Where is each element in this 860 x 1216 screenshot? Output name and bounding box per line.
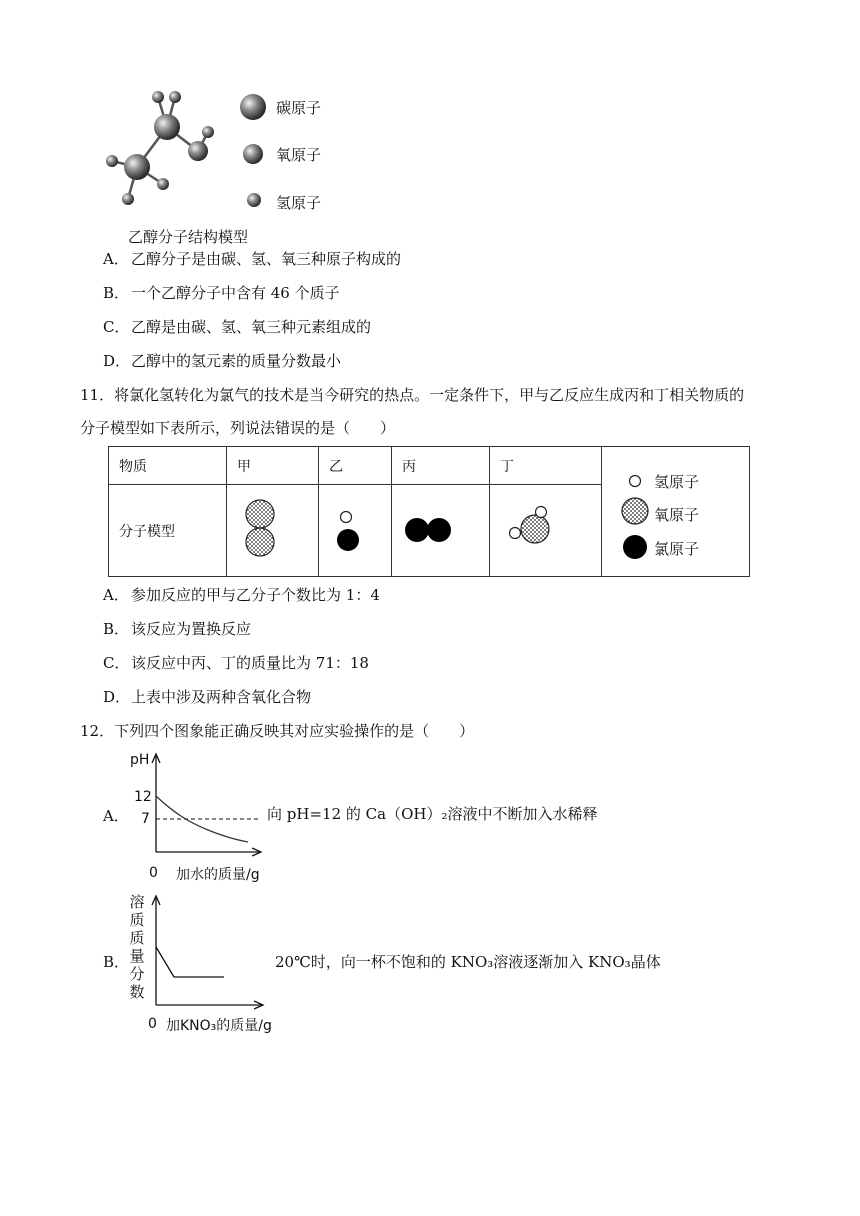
- hcl-molecule-icon: [333, 507, 363, 551]
- graph-a-xlabel: 加水的质量/g: [176, 867, 260, 883]
- q11-stem-line1: 11．将氯化氢转化为氯气的技术是当今研究的热点。一定条件下，甲与乙反应生成丙和丁相关物质的: [80, 386, 745, 404]
- legend-hydrogen-label: 氢原子: [654, 473, 700, 491]
- oxygen-atom-icon: [241, 142, 265, 166]
- ethanol-molecule-model: [95, 85, 230, 215]
- molecule-model-table: [108, 446, 750, 577]
- model-bing-cell: [392, 485, 490, 577]
- oxygen-atom-label: 氧原子: [276, 146, 322, 164]
- graph-a-ylabel: pH: [130, 752, 150, 768]
- hydrogen-atom-icon: [245, 191, 263, 209]
- q12-option-b-desc: 20℃时，向一杯不饱和的 KNO₃溶液逐渐加入 KNO₃晶体: [275, 953, 661, 971]
- legend-oxygen-label: 氧原子: [654, 506, 700, 524]
- h2o-molecule-icon: [506, 503, 556, 549]
- graph-a-tick-12: 12: [134, 789, 152, 805]
- table-header-bing: 丙: [392, 447, 490, 485]
- hydrogen-atom-label: 氢原子: [276, 194, 322, 212]
- o2-molecule-icon: [243, 497, 277, 561]
- legend-chlorine-label: 氯原子: [654, 540, 700, 558]
- graph-b-xlabel: 加KNO₃的质量/g: [166, 1018, 272, 1034]
- graph-b-ylabel: 溶 质 质 量 分 数: [129, 893, 145, 1001]
- q12-stem: 12．下列四个图象能正确反映其对应实验操作的是（ ）: [80, 722, 475, 740]
- graph-a-tick-7: 7: [141, 811, 150, 827]
- graph-b-line: [156, 947, 224, 977]
- model-yi-cell: [319, 485, 392, 577]
- cl2-molecule-icon: [404, 517, 454, 543]
- chlorine-atom-icon: [622, 534, 648, 560]
- graph-a-plot: [148, 750, 268, 860]
- q12-option-a-desc: 向 pH=12 的 Ca（OH）₂溶液中不断加入水稀释: [267, 805, 598, 823]
- model-ding-cell: [490, 485, 602, 577]
- table-row-label: 分子模型: [109, 485, 227, 577]
- carbon-atom-label: 碳原子: [276, 99, 322, 117]
- hydrogen-atom-icon: [628, 474, 642, 488]
- table-header-yi: 乙: [319, 447, 392, 485]
- graph-b-origin: 0: [148, 1016, 157, 1032]
- carbon-atom-icon: [239, 93, 267, 121]
- graph-b-plot: [150, 893, 268, 1013]
- table-legend-cell: [602, 447, 750, 577]
- q12-option-a-letter: A．: [103, 807, 129, 825]
- q11-stem-line2: 分子模型如下表所示，列说法错误的是（ ）: [80, 419, 396, 437]
- ethanol-model-caption: 乙醇分子结构模型: [128, 228, 249, 246]
- table-header-jia: 甲: [227, 447, 319, 485]
- table-header-ding: 丁: [490, 447, 602, 485]
- oxygen-atom-icon: [620, 496, 650, 526]
- model-jia-cell: [227, 485, 319, 577]
- q12-option-b-letter: B．: [103, 953, 130, 971]
- table-header-substance: 物质: [109, 447, 227, 485]
- graph-a-origin: 0: [149, 865, 158, 881]
